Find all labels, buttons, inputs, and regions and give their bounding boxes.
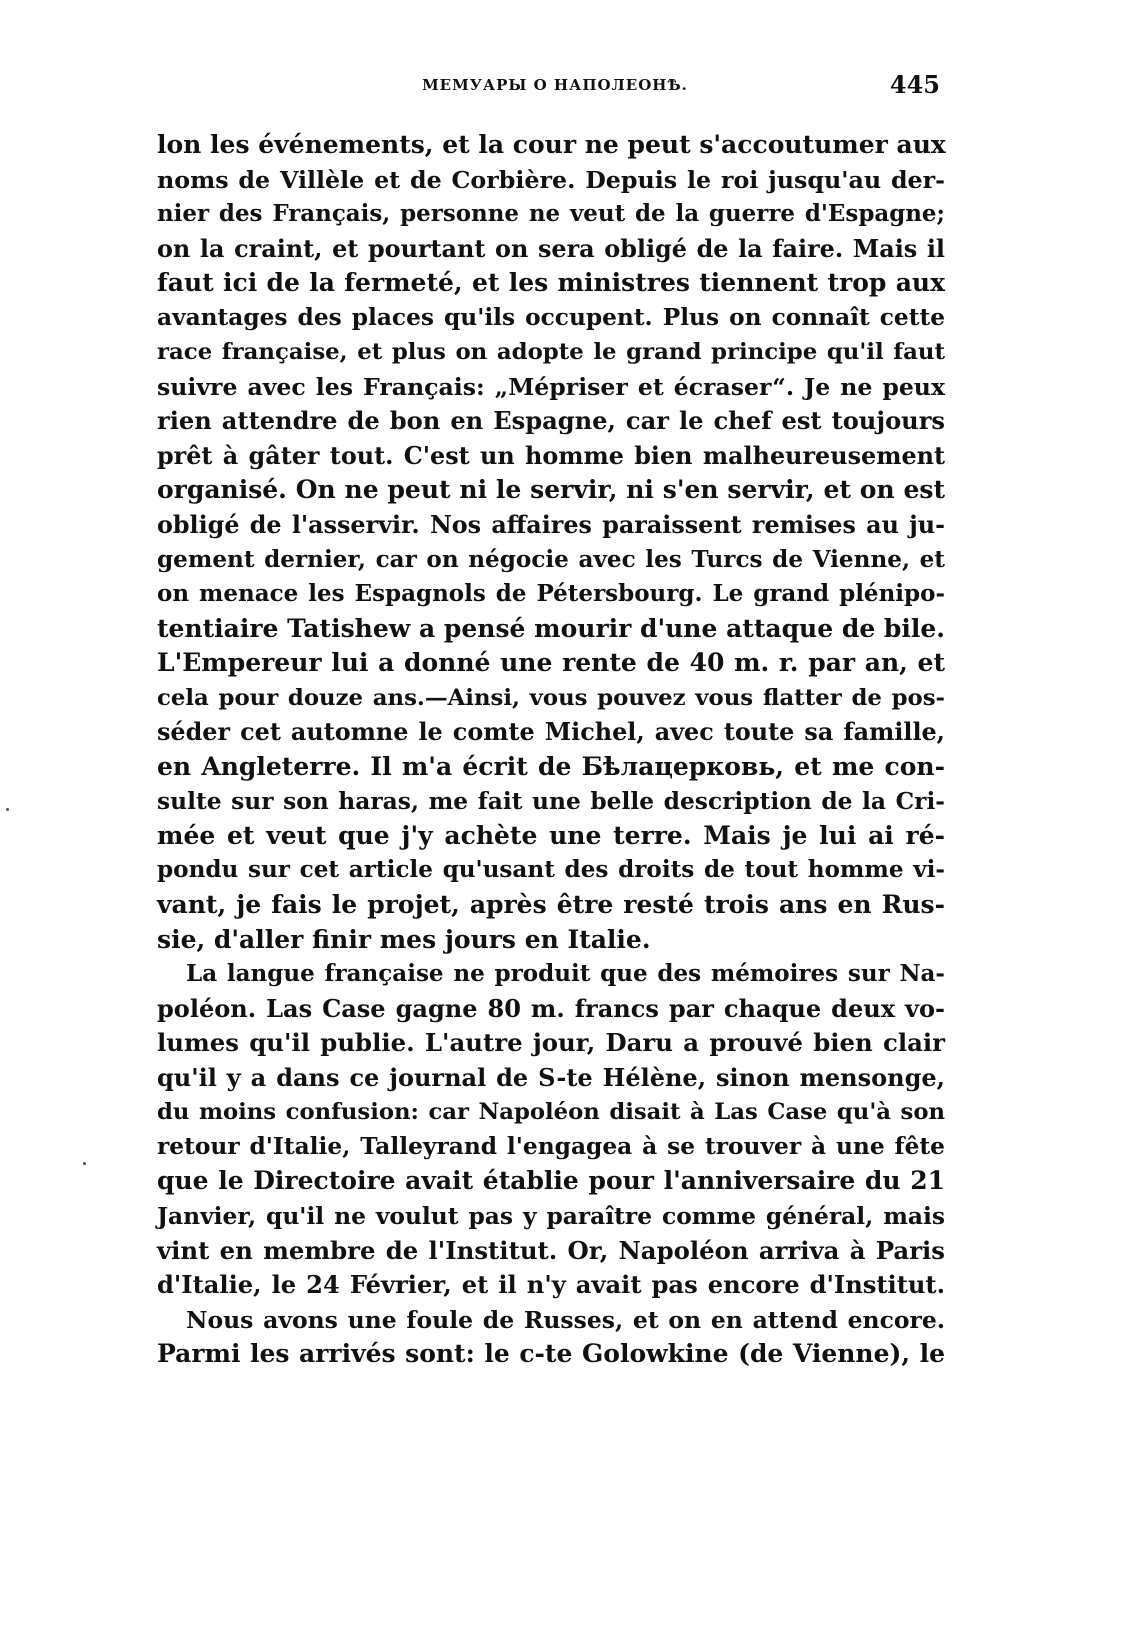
text-line: retour d'Italie, Talleyrand l'engagea à se trouver à une fête [157, 1132, 945, 1160]
text-line: poléon. Las Case gagne 80 m. francs par chaque deux vo- [157, 993, 945, 1023]
text-line: vint en membre de l'Institut. Or, Napoléon arriva à Paris [157, 1235, 945, 1265]
text-line: Janvier, qu'il ne voulut pas y paraître comme général, mais [157, 1201, 945, 1230]
text-line: tentiaire Tatishew a pensé mourir d'une attaque de bile. [157, 613, 946, 643]
text-line: suivre avec les Français: „Mépriser et écraser“. Je ne peux [157, 372, 945, 401]
text-line: on la craint, et pourtant on sera obligé de la faire. Mais il [157, 234, 945, 263]
paragraph-start-line: Nous avons une foule de Russes, et on en attend encore. [186, 1305, 945, 1334]
text-line: rien attendre de bon en Espagne, car le chef est toujours [157, 406, 945, 436]
text-line: Parmi les arrivés sont: le c-te Golowkine (de Vienne), le [157, 1339, 945, 1369]
text-line: on menace les Espagnols de Pétersbourg. Le grand plénipo- [157, 580, 945, 608]
text-line: organisé. On ne peut ni le servir, ni s'en servir, et on est [157, 475, 945, 505]
paragraph-start-line: La langue française ne produit que des mémoires sur Na- [186, 960, 945, 988]
text-line: noms de Villèle et de Corbière. Depuis le roi jusqu'au der- [157, 165, 945, 194]
text-line: prêt à gâter tout. C'est un homme bien malheureusement [157, 441, 945, 470]
text-line: avantages des places qu'ils occupent. Plus on connaît cette [157, 303, 945, 331]
page-number: 445 [889, 70, 940, 99]
body-text [157, 128, 945, 1372]
running-title: МЕМУАРЫ О НАПОЛЕОНѢ. [422, 76, 688, 94]
paragraph-end-line: d'Italie, le 24 Février, et il n'y avait pas encore d'Institut. [157, 1270, 945, 1300]
text-line: nier des Français, personne ne veut de la guerre d'Espagne; [157, 200, 945, 228]
text-line: cela pour douze ans.—Ainsi, vous pouvez vous flatter de pos- [157, 684, 945, 711]
margin-speck [83, 1162, 86, 1165]
text-line: L'Empereur lui a donné une rente de 40 m. r. par an, et [157, 648, 945, 678]
text-line: du moins confusion: car Napoléon disait à Las Case qu'à son [157, 1099, 945, 1126]
text-line: gement dernier, car on négocie avec les Turcs de Vienne, et [157, 545, 945, 573]
text-line: race française, et plus on adopte le grand principe qu'il faut [157, 339, 945, 366]
text-line: faut ici de la fermeté, et les ministres tiennent trop aux [157, 268, 945, 298]
text-line: que le Directoire avait établie pour l'anniversaire du 21 [157, 1166, 945, 1196]
text-line: séder cet automne le comte Michel, avec toute sa famille, [157, 718, 945, 747]
text-line: mée et veut que j'y achète une terre. Mais je lui ai ré- [157, 820, 945, 850]
text-line: pondu sur cet article qu'usant des droits de tout homme vi- [157, 856, 945, 884]
text-line: lon les événements, et la cour ne peut s'accoutumer aux [157, 130, 946, 159]
text-line: qu'il y a dans ce journal de S-te Hélène, sinon mensonge, [157, 1062, 945, 1092]
paragraph-end-line: sie, d'aller finir mes jours en Italie. [157, 924, 651, 954]
text-line: sulte sur son haras, me fait une belle description de la Cri- [157, 787, 945, 816]
text-line: vant, je fais le projet, après être resté trois ans en Rus- [157, 890, 945, 920]
margin-speck [6, 808, 9, 811]
text-line: en Angleterre. Il m'a écrit de Бѣлацерковь, et me con- [157, 751, 945, 781]
text-line: obligé de l'asservir. Nos affaires paraissent remises au ju- [157, 511, 945, 540]
text-line: lumes qu'il publie. L'autre jour, Daru a prouvé bien clair [157, 1028, 945, 1058]
